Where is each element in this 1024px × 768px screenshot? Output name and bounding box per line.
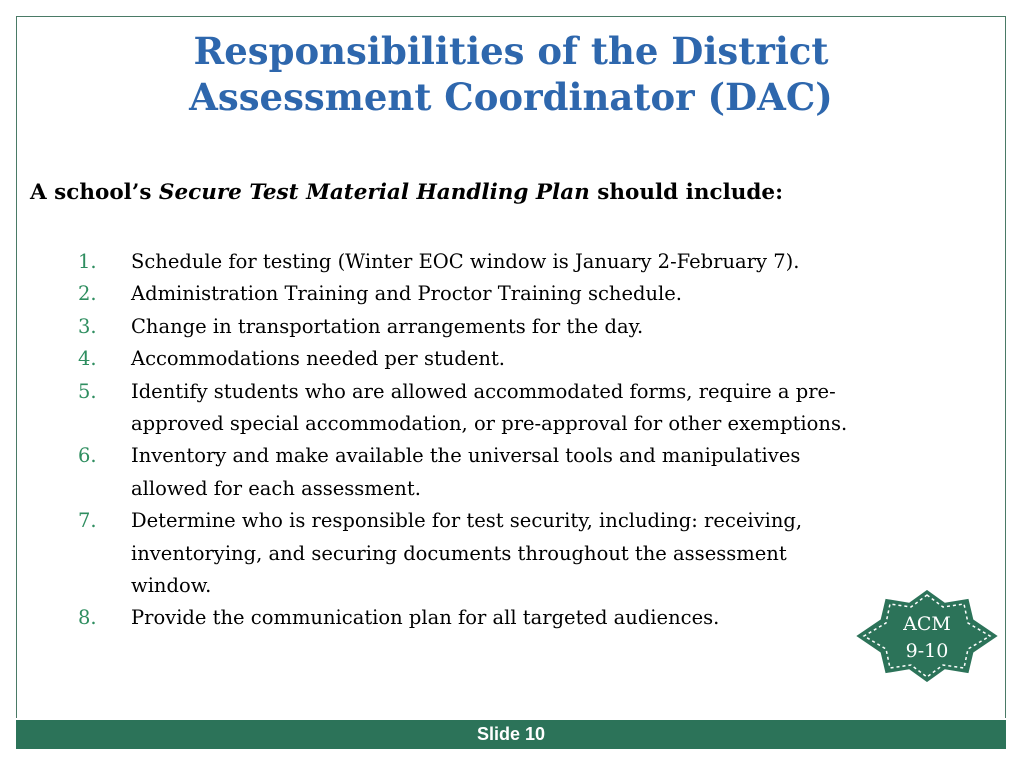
list-item-number: 5. — [78, 379, 97, 403]
list-item-number: 2. — [78, 282, 97, 306]
slide-title-line-2: Assessment Coordinator (DAC) — [189, 75, 833, 119]
list-item — [0, 311, 1024, 343]
list-item-number: 1. — [78, 250, 97, 273]
list-item-number: 3. — [78, 314, 97, 338]
slide-title-line-1: Responsibilities of the District — [193, 29, 829, 73]
list-item-text: inventorying, and securing documents throughout the assessment — [131, 541, 787, 565]
list-item-text: Identify students who are allowed accommodated forms, require a pre- — [131, 379, 836, 403]
list-item — [0, 246, 1024, 278]
list-item-text: approved special accommodation, or pre-approval for other exemptions. — [131, 412, 848, 436]
plan-intro — [30, 176, 783, 210]
list-item-number: 8. — [78, 606, 97, 630]
list-item-text: Schedule for testing (Winter EOC window is January 2-February 7). — [131, 250, 800, 273]
list-item-text: Provide the communication plan for all targeted audiences. — [131, 606, 720, 630]
intro-prefix: A school’s — [30, 180, 159, 205]
list-item-text: window. — [131, 574, 212, 598]
plan-items-list — [0, 246, 1024, 635]
list-item — [0, 343, 1024, 375]
list-item-number: 4. — [78, 347, 97, 371]
list-item-number: 7. — [78, 509, 97, 533]
list-item — [0, 440, 1024, 505]
badge-label — [853, 611, 1001, 665]
list-item-text: Determine who is responsible for test security, including: receiving, — [131, 509, 803, 533]
list-item-text: Change in transportation arrangements for the day. — [131, 314, 644, 338]
list-item-text: allowed for each assessment. — [131, 476, 421, 500]
list-item — [0, 376, 1024, 441]
list-item — [0, 278, 1024, 310]
list-item-text: Administration Training and Proctor Training schedule. — [131, 282, 683, 306]
acm-seal-badge — [853, 588, 1001, 684]
list-item-text: Inventory and make available the universal tools and manipulatives — [131, 444, 801, 468]
intro-emphasis: Secure Test Material Handling Plan — [158, 180, 590, 205]
list-item-number: 6. — [78, 444, 97, 468]
badge-label-line-1: ACM — [903, 613, 951, 635]
slide-number: Slide 10 — [476, 724, 546, 744]
slide-title — [16, 28, 1006, 120]
intro-suffix: should include: — [589, 180, 784, 205]
badge-label-line-2: 9-10 — [905, 640, 949, 662]
list-item-text: Accommodations needed per student. — [131, 347, 505, 371]
